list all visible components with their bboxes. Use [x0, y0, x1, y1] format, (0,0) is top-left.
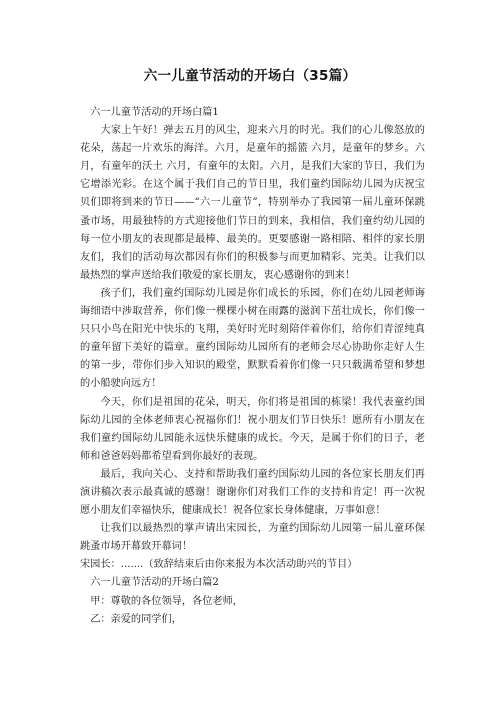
document-body	[80, 104, 425, 629]
section-heading-2: 六一儿童节活动的开场白篇2	[90, 577, 219, 589]
document-title: 六一儿童节活动的开场白（35篇）	[143, 68, 357, 84]
dialogue-line-b: 乙：亲爱的同学们，	[90, 613, 182, 625]
paragraph-greeting: 大家上午好！弹去五月的风尘，迎来六月的时光。我们的心儿像怒放的花朵，荡起一片欢乐的海洋。六月，是童年的摇篮 六月，是童年的梦乡。六月，有童年的沃土 六月，有童年的太阳。六月，是我们大家的节日，我们为它增添光彩。在这个属于我们自己的节日里，我们童约国际幼儿园为庆祝宝贝们即将到来的节日——“六一儿童节”，特别举办了我园第一届儿童环保跳蚤市场，用最独特的方式迎接他们节日的到来，我相信，我们童约幼儿园的每一位小朋友的表现都是最棒、最美的。更要感谢一路相陪、相伴的家长朋友们，我们的活动每次都因有你们的积极参与而更加精彩、完美。让我们以最热烈的掌声送给我们敬爱的家长朋友，衷心感谢你的到来！	[80, 125, 425, 281]
paragraph-invite-principal: 让我们以最热烈的掌声请出宋园长，为童约国际幼儿园第一届儿童环保跳蚤市场开幕致开幕词！	[80, 523, 425, 553]
paragraph-blessing: 今天，你们是祖国的花朵，明天，你们将是祖国的栋梁！我代表童约国际幼儿园的全体老师衷心祝福你们！祝小朋友们节日快乐！愿所有小朋友在我们童约国际幼儿园能永远快乐健康的成长。今天，是属于你们的日子，老师和爸爸妈妈都希望看到你最好的表现。	[80, 396, 425, 462]
paragraph-children: 孩子们，我们童约国际幼儿园是你们成长的乐园，你们在幼儿园老师诲诲细语中涉取营养，你们像一棵棵小树在雨露的滋润下茁壮成长，你们像一只只小鸟在阳光中快乐的飞翔，美好时光时刻陪伴着你们，给你们青涩纯真的童年留下美好的篇章。童约国际幼儿园所有的老师会尽心协助你走好人生的第一步，带你们步入知识的殿堂，默默看着你们像一只只载满希望和梦想的小船驶向远方！	[80, 287, 425, 390]
dialogue-line-a: 甲：尊敬的各位领导，各位老师，	[90, 595, 243, 607]
section-heading-1: 六一儿童节活动的开场白篇1	[90, 107, 219, 118]
paragraph-thanks: 最后，我向关心、支持和帮助我们童约国际幼儿园的各位家长朋友们再演讲稿次表示最真诚的感谢！谢谢你们对我们工作的支持和肯定！再一次祝愿小朋友们幸福快乐，健康成长！祝各位家长身体健康，万事如意！	[80, 468, 425, 517]
principal-speech-line: 宋园长：.......（致辞结束后由你来报为本次活动助兴的节目）	[80, 559, 358, 571]
